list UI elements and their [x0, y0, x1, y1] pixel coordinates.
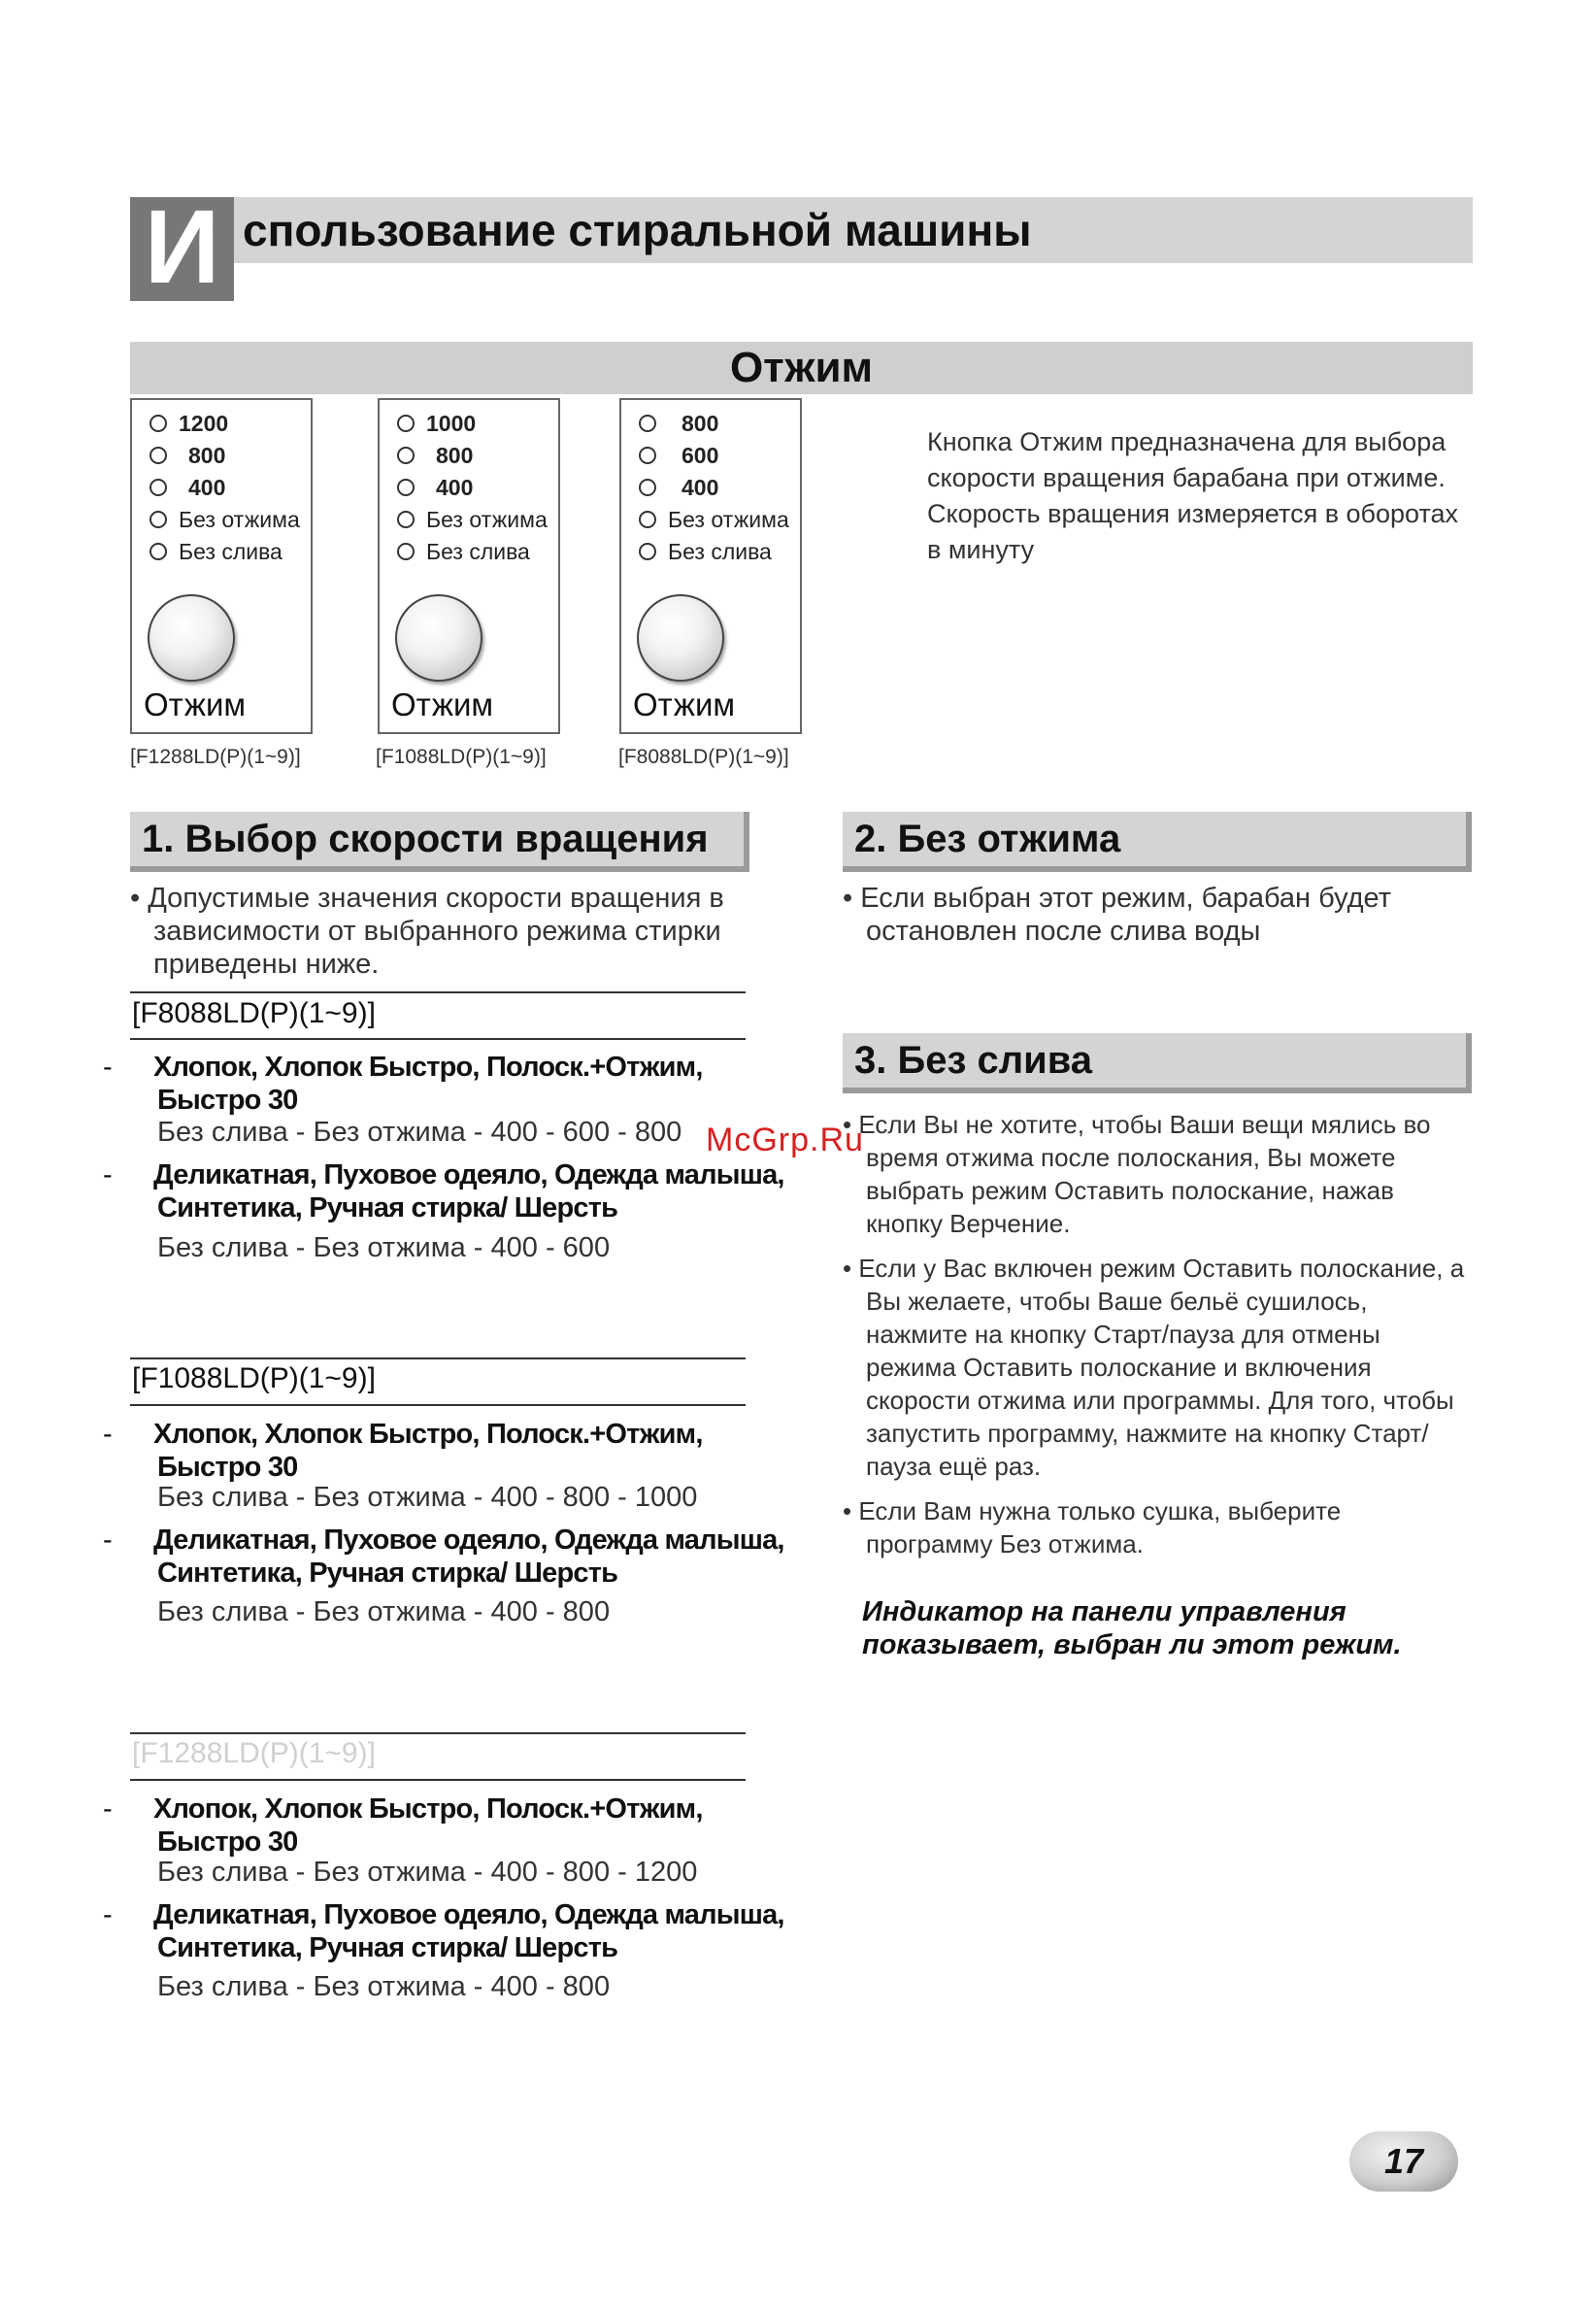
page-number: 17 [1383, 2141, 1424, 2181]
panel-option: 800 [639, 408, 789, 440]
indicator-icon [150, 479, 167, 496]
program-group: - Хлопок, Хлопок Быстро, Полоск.+Отжим, Быстро 30 [103, 1052, 703, 1116]
program-group: - Деликатная, Пуховое одеяло, Одежда малыша, Синтетика, Ручная стирка/ Шерсть [103, 1525, 784, 1589]
watermark: McGrp.Ru [706, 1122, 864, 1158]
panel-option: 800 [150, 440, 300, 472]
panel-button-label: Отжим [633, 687, 736, 722]
page-title: спользование стиральной машины [243, 205, 1032, 255]
speed-intro-bullet: • Допустимые значения скорости вращения в зависимости от выбранного режима стирки приведены ниже. [130, 883, 724, 980]
indicator-icon [397, 415, 415, 432]
spin-knob-button[interactable] [148, 594, 235, 682]
program-group: - Хлопок, Хлопок Быстро, Полоск.+Отжим, Быстро 30 [103, 1419, 703, 1483]
speed-values: Без слива - Без отжима - 400 - 800 [157, 1596, 611, 1627]
panel-option: Без отжима [150, 504, 300, 536]
speed-values: Без слива - Без отжима - 400 - 600 - 800 [157, 1117, 682, 1148]
section-title: Отжим [729, 344, 874, 391]
indicator-icon [150, 511, 167, 528]
divider [130, 1779, 746, 1781]
model-header: [F8088LD(P)(1~9)] [132, 997, 376, 1029]
spin-knob-button[interactable] [637, 594, 724, 682]
indicator-icon [150, 447, 167, 464]
panel-option: Без отжима [397, 504, 548, 536]
panel-option: 400 [397, 472, 548, 504]
control-panel-1 [130, 398, 313, 734]
indicator-icon [639, 447, 656, 464]
model-header: [F1088LD(P)(1~9)] [132, 1362, 376, 1394]
panel-button-label: Отжим [391, 687, 494, 722]
model-header: [F1288LD(P)(1~9)] [132, 1737, 376, 1769]
list-item: • Если Вы не хотите, чтобы Ваши вещи мялись во время отжима после полоскания, Вы можете выбрать режим Оставить полоскание, нажав кнопку Верчение. [843, 1110, 1431, 1238]
panel-model-caption: [F1288LD(P)(1~9)] [130, 746, 301, 768]
panel-option: Без отжима [639, 504, 789, 536]
panel-option: 400 [639, 472, 789, 504]
indicator-icon [397, 479, 415, 496]
speed-values: Без слива - Без отжима - 400 - 800 - 1000 [157, 1482, 698, 1513]
indicator-note: Индикатор на панели управления показывает, выбран ли этот режим. [862, 1596, 1402, 1660]
indicator-icon [639, 543, 656, 560]
indicator-icon [397, 447, 415, 464]
panel-option: 1000 [397, 408, 548, 440]
speed-values: Без слива - Без отжима - 400 - 800 - 1200 [157, 1857, 698, 1888]
panel-option: 400 [150, 472, 300, 504]
panel-option: 1200 [150, 408, 300, 440]
list-item: • Если у Вас включен режим Оставить полоскание, а Вы желаете, чтобы Ваше бельё сушилось, нажмите на кнопку Старт/пауза для отмены режима Оставить полоскание и включения скорости отжима или программы. Для того, чтобы запустить программу, нажмите на кнопку Старт/пауза ещё раз. [843, 1254, 1465, 1481]
speed-values: Без слива - Без отжима - 400 - 600 [157, 1232, 611, 1263]
spin-knob-button[interactable] [395, 594, 482, 682]
no-spin-bullet: • Если выбран этот режим, барабан будет остановлен после слива воды [843, 883, 1391, 947]
panel-option: Без слива [639, 536, 789, 568]
divider [130, 991, 746, 993]
divider [130, 1038, 746, 1040]
program-group: - Деликатная, Пуховое одеяло, Одежда малыша, Синтетика, Ручная стирка/ Шерсть [103, 1899, 784, 1963]
program-group: - Деликатная, Пуховое одеяло, Одежда малыша, Синтетика, Ручная стирка/ Шерсть [103, 1159, 784, 1223]
indicator-icon [150, 415, 167, 432]
subheading-no-drain: 3. Без слива [854, 1039, 1093, 1082]
program-group: - Хлопок, Хлопок Быстро, Полоск.+Отжим, Быстро 30 [103, 1793, 703, 1858]
panel-model-caption: [F1088LD(P)(1~9)] [376, 746, 547, 768]
indicator-icon [397, 543, 415, 560]
panel-option: 600 [639, 440, 789, 472]
indicator-icon [639, 415, 656, 432]
panel-option: 800 [397, 440, 548, 472]
indicator-icon [397, 511, 415, 528]
list-item: • Если Вам нужна только сушка, выберите программу Без отжима. [843, 1496, 1342, 1558]
no-drain-bullets [843, 1108, 1474, 1560]
subheading-speed-selection: 1. Выбор скорости вращения [142, 818, 709, 860]
speed-values: Без слива - Без отжима - 400 - 800 [157, 1971, 611, 2002]
spin-description: Кнопка Отжим предназначена для выбора скорости вращения барабана при отжиме. Скорость вращения измеряется в оборотах в минуту [927, 427, 1459, 564]
panel-button-label: Отжим [144, 687, 247, 722]
panel-option: Без слива [397, 536, 548, 568]
subheading-no-spin: 2. Без отжима [854, 818, 1121, 860]
control-panel-2 [378, 398, 560, 734]
indicator-icon [150, 543, 167, 560]
header-initial-letter: И [144, 187, 220, 305]
control-panel-3 [619, 398, 802, 734]
indicator-icon [639, 511, 656, 528]
divider [130, 1404, 746, 1406]
panel-model-caption: [F8088LD(P)(1~9)] [618, 746, 789, 768]
panel-option: Без слива [150, 536, 300, 568]
indicator-icon [639, 479, 656, 496]
